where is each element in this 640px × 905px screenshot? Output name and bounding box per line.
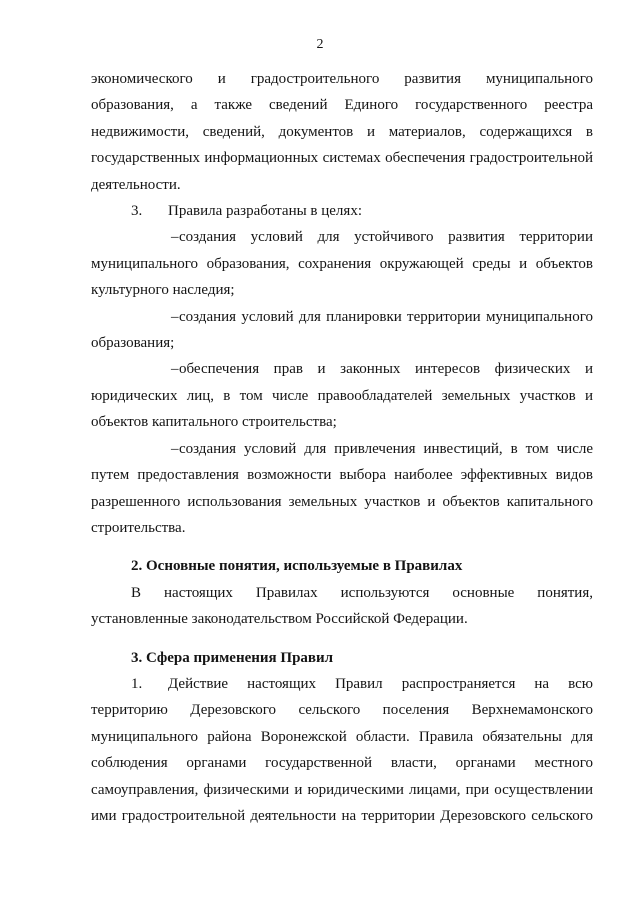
section-heading-3: 3. Сфера применения Правил [131,649,334,666]
goal-line [91,304,593,330]
text-line: образования; [91,335,175,352]
text-line: разрешенного использования земельных участков и объектов капитального [91,493,593,510]
text-line: недвижимости, сведений, документов и материалов, содержащихся в [91,123,593,140]
list-item-1 [91,671,593,697]
item-number: 3. [131,203,143,220]
goal-line [91,436,593,462]
dash-marker: – [171,361,179,378]
item-number: 1. [131,675,143,692]
text-line: культурного наследия; [91,282,235,299]
text-line: территорию Дерезовского сельского поселения Верхнемамонского [91,702,593,719]
page-number: 2 [316,37,324,52]
text-line: строительства. [91,519,186,536]
item-text: Действие настоящих Правил распространяется на всю [168,675,593,692]
text-line: образования, а также сведений Единого государственного реестра [91,97,593,114]
goal-line [91,356,593,382]
goal-text: обеспечения прав и законных интересов физических и [179,361,593,378]
list-item-3 [91,198,593,224]
text-line: В настоящих Правилах используются основные понятия, [131,584,593,601]
text-line: деятельности. [91,176,181,193]
dash-marker: – [171,440,179,457]
text-line: соблюдения органами государственной власти, органами местного [91,755,593,772]
text-line: юридических лиц, в том числе правообладателей земельных участков и [91,387,593,404]
text-line: установленные законодательством Российской Федерации. [91,611,468,628]
document-body [91,66,593,829]
text-line: ими градостроительной деятельности на территории Дерезовского сельского [91,807,593,824]
goal-text: создания условий для привлечения инвестиций, в том числе [179,440,593,457]
goal-line [91,224,593,250]
text-line: государственных информационных системах обеспечения градостроительной [91,150,593,167]
section-heading-2: 2. Основные понятия, используемые в Правилах [131,558,463,575]
goal-text: создания условий для планировки территории муниципального [179,308,593,325]
section-gap [91,541,593,553]
goal-text: создания условий для устойчивого развития территории [179,229,593,246]
text-line: муниципального района Воронежской области. Правила обязательны для [91,728,593,745]
dash-marker: – [171,229,179,246]
section-gap [91,633,593,645]
dash-marker: – [171,308,179,325]
item-text: Правила разработаны в целях: [168,203,362,220]
text-line: самоуправления, физическими и юридическими лицами, при осуществлении [91,781,593,798]
text-line: путем предоставления возможности выбора наиболее эффективных видов [91,467,593,484]
text-line: экономического и градостроительного развития муниципального [91,71,593,87]
text-line: муниципального образования, сохранения окружающей среды и объектов [91,255,593,272]
text-line: объектов капитального строительства; [91,414,337,431]
